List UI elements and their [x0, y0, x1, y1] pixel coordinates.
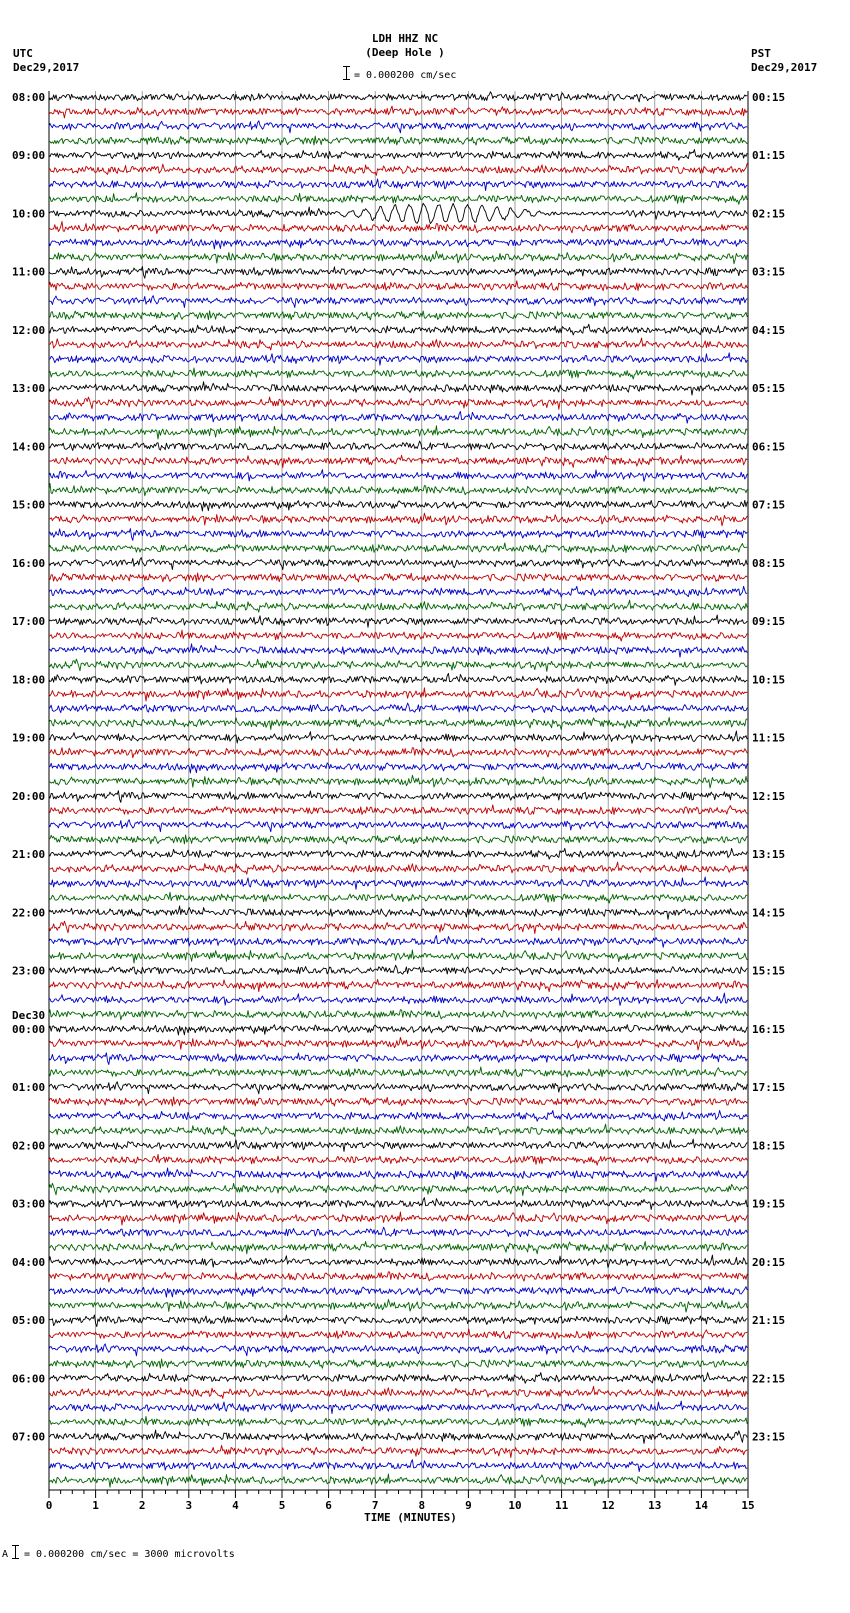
trace-line [49, 221, 747, 233]
trace-line [49, 382, 747, 395]
trace-line [49, 121, 747, 133]
right-hour-label: 03:15 [752, 265, 786, 279]
left-date-marker: Dec30 [12, 1008, 46, 1022]
trace-line [49, 1386, 747, 1398]
left-hour-label: 18:00 [12, 673, 46, 687]
trace-line [49, 1183, 747, 1195]
trace-line [49, 1227, 747, 1237]
trace-line [49, 586, 747, 597]
trace-line [49, 835, 747, 844]
left-hour-label: 02:00 [12, 1139, 46, 1153]
left-hour-label: 23:00 [12, 964, 46, 978]
trace-line [49, 921, 747, 933]
left-hour-label: 05:00 [12, 1314, 46, 1328]
x-tick-label: 3 [185, 1499, 193, 1512]
trace-line [49, 1416, 747, 1427]
right-hour-label: 15:15 [752, 964, 786, 978]
left-hour-label: 21:00 [12, 848, 46, 862]
trace-line [49, 529, 747, 541]
trace-line [49, 791, 747, 803]
trace-line [49, 1287, 747, 1298]
left-date: Dec29,2017 [13, 61, 80, 74]
trace-line [49, 238, 747, 249]
trace-line [49, 862, 747, 874]
x-tick-label: 12 [601, 1499, 615, 1512]
right-hour-label: 07:15 [752, 498, 786, 512]
left-hour-label: 12:00 [12, 323, 46, 337]
trace-line [49, 296, 747, 308]
trace-line [49, 950, 747, 963]
trace-line [49, 500, 747, 511]
left-hour-label: 11:00 [12, 265, 46, 279]
trace-line [49, 203, 747, 223]
right-hour-label: 22:15 [752, 1372, 786, 1386]
right-hour-label: 04:15 [752, 323, 786, 337]
right-date: Dec29,2017 [751, 61, 818, 74]
trace-line [49, 513, 747, 526]
trace-line [49, 484, 747, 496]
trace-line [49, 1139, 747, 1151]
x-tick-label: 6 [325, 1499, 332, 1512]
trace-line [49, 1010, 747, 1020]
trace-line [49, 936, 747, 948]
left-hour-label: 07:00 [12, 1430, 46, 1444]
header-scale-text: = 0.000200 cm/sec [354, 70, 457, 81]
trace-line [49, 397, 747, 409]
trace-line [49, 106, 747, 118]
x-tick-label: 4 [232, 1499, 239, 1512]
trace-line [49, 600, 747, 612]
trace-line [49, 1242, 747, 1254]
trace-line [49, 1067, 747, 1077]
right-hour-label: 16:15 [752, 1022, 786, 1036]
right-hour-label: 10:15 [752, 673, 786, 687]
trace-line [49, 731, 747, 743]
trace-line [49, 441, 747, 451]
x-tick-label: 14 [694, 1499, 709, 1512]
trace-line [49, 1315, 747, 1327]
trace-line [49, 748, 747, 758]
trace-line [49, 543, 747, 553]
right-hour-label: 20:15 [752, 1255, 786, 1269]
trace-line [49, 1097, 747, 1106]
trace-line [49, 1255, 747, 1267]
left-hour-label: 06:00 [12, 1372, 46, 1386]
trace-line [49, 717, 747, 729]
trace-line [49, 1124, 747, 1136]
trace-line [49, 150, 747, 161]
trace-line [49, 426, 747, 439]
trace-line [49, 1025, 747, 1036]
right-hour-label: 11:15 [752, 731, 786, 745]
trace-line [49, 558, 747, 570]
trace-line [49, 1053, 747, 1065]
trace-line [49, 353, 747, 365]
trace-line [49, 1300, 747, 1313]
x-tick-label: 8 [418, 1499, 426, 1512]
trace-line [49, 979, 747, 991]
trace-line [49, 1168, 747, 1181]
trace-line [49, 179, 747, 191]
trace-line [49, 411, 747, 423]
right-hour-label: 02:15 [752, 207, 786, 221]
right-hour-label: 00:15 [752, 91, 786, 104]
right-hour-label: 23:15 [752, 1430, 786, 1444]
left-hour-label: 10:00 [12, 207, 46, 221]
x-tick-label: 9 [465, 1499, 472, 1512]
trace-line [49, 470, 747, 482]
trace-line [49, 92, 747, 102]
trace-line [49, 630, 747, 641]
trace-line [49, 1111, 747, 1122]
right-hour-label: 13:15 [752, 848, 786, 862]
left-hour-label: 13:00 [12, 382, 46, 396]
trace-line [49, 848, 747, 859]
right-hour-label: 05:15 [752, 382, 786, 396]
trace-line [49, 573, 747, 582]
x-tick-label: 15 [741, 1499, 755, 1512]
site-title: (Deep Hole ) [365, 46, 445, 59]
trace-line [49, 163, 747, 175]
x-tick-label: 7 [371, 1499, 379, 1512]
trace-line [49, 1460, 747, 1472]
left-hour-label: 01:00 [12, 1081, 46, 1095]
trace-line [49, 193, 747, 205]
left-hour-label: 08:00 [12, 91, 46, 104]
trace-line [49, 368, 747, 379]
trace-line [49, 1037, 747, 1050]
trace-line [49, 906, 747, 919]
left-hour-label: 22:00 [12, 906, 46, 920]
right-hour-label: 09:15 [752, 615, 786, 629]
footer-scale-text: = 0.000200 cm/sec = 3000 microvolts [24, 1549, 235, 1560]
trace-line [49, 673, 747, 685]
right-hour-label: 08:15 [752, 556, 786, 570]
trace-line [49, 820, 747, 832]
left-hour-label: 04:00 [12, 1255, 46, 1269]
footer-scale-bar [15, 1545, 16, 1559]
trace-line [49, 993, 747, 1005]
trace-line [49, 251, 747, 264]
trace-line [49, 1154, 747, 1165]
left-hour-label: 14:00 [12, 440, 46, 454]
trace-line [49, 775, 747, 788]
trace-line [49, 1430, 747, 1443]
trace-line [49, 1474, 747, 1487]
trace-line [49, 1359, 747, 1368]
right-hour-label: 21:15 [752, 1314, 786, 1328]
trace-line [49, 1198, 747, 1210]
trace-line [49, 1344, 747, 1356]
left-hour-label: 20:00 [12, 789, 46, 803]
trace-line [49, 892, 747, 903]
x-tick-label: 10 [508, 1499, 522, 1512]
trace-line [49, 1445, 747, 1457]
x-tick-label: 5 [278, 1499, 286, 1512]
x-tick-label: 0 [45, 1499, 53, 1512]
trace-line [49, 644, 747, 657]
right-hour-label: 18:15 [752, 1139, 786, 1153]
x-tick-label: 11 [554, 1499, 569, 1512]
left-hour-label: 19:00 [12, 731, 46, 745]
trace-line [49, 1329, 747, 1339]
x-axis-title: TIME (MINUTES) [364, 1511, 457, 1524]
station-title: LDH HHZ NC [371, 32, 439, 45]
left-hour-label: 16:00 [12, 556, 46, 570]
left-hour-label: 09:00 [12, 149, 46, 163]
right-hour-label: 17:15 [752, 1081, 786, 1095]
left-timezone: UTC [13, 47, 33, 60]
trace-line [49, 615, 747, 627]
trace-line [49, 311, 747, 320]
trace-line [49, 965, 747, 974]
trace-line [49, 762, 747, 773]
right-hour-label: 01:15 [752, 149, 786, 163]
right-hour-label: 14:15 [752, 906, 786, 920]
trace-line [49, 136, 747, 145]
trace-line [49, 267, 747, 279]
trace-line [49, 338, 747, 350]
trace-line [49, 281, 747, 291]
left-hour-label: 03:00 [12, 1197, 46, 1211]
right-hour-label: 06:15 [752, 440, 786, 454]
right-timezone: PST [751, 47, 771, 60]
x-tick-label: 13 [648, 1499, 662, 1512]
left-hour-label: 17:00 [12, 615, 46, 629]
x-tick-label: 1 [92, 1499, 99, 1512]
trace-line [49, 1272, 747, 1282]
x-tick-label: 2 [138, 1499, 146, 1512]
right-hour-label: 12:15 [752, 789, 786, 803]
right-hour-label: 19:15 [752, 1197, 786, 1211]
left-hour-label: 15:00 [12, 498, 46, 512]
trace-line [49, 688, 747, 701]
trace-line [49, 805, 747, 815]
trace-line [49, 703, 747, 713]
trace-line [49, 455, 747, 467]
trace-line [49, 1212, 747, 1225]
trace-line [49, 1401, 747, 1413]
trace-line [49, 659, 747, 671]
trace-line [49, 324, 747, 335]
trace-line [49, 1082, 747, 1094]
left-hour-label: 00:00 [12, 1022, 46, 1036]
trace-line [49, 1373, 747, 1384]
footer-prefix: A [2, 1549, 9, 1560]
trace-line [49, 877, 747, 889]
